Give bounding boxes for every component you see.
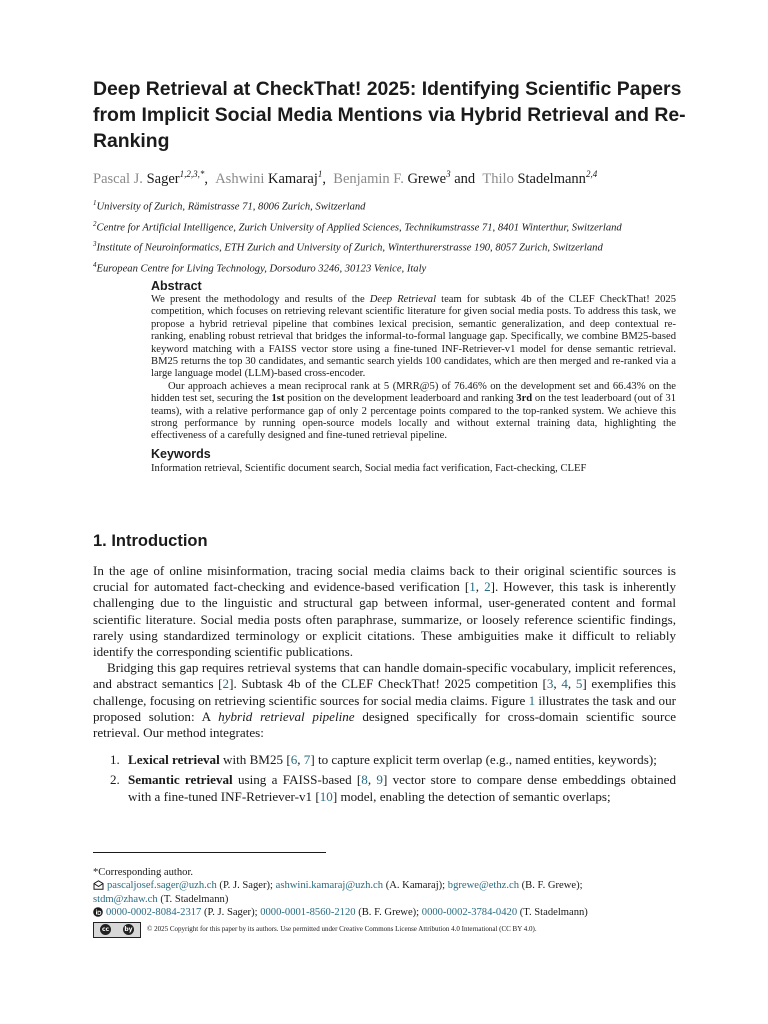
author-list — [93, 164, 597, 189]
citation-link[interactable]: 2 — [222, 676, 230, 692]
affil-text: Institute of Neuroinformatics, ETH Zurich and University of Zurich, Winterthurerstrasse 190, 8057 Zurich, Switzerland — [96, 242, 603, 254]
citation-link[interactable]: 6 — [290, 752, 298, 768]
text-run: team for subtask 4b of the CLEF CheckThat! 2025 competition, which focuses on retrieving relevant scientific literature for given social media posts. To address this task, we propose a hybrid retrieval pipeline that combines lexical precision, semantic generalization, and deep contextual re-ranking, enabling robust retrieval that bridges the informal-to-formal language gap. Specifically, we combine BM25-based keyword matching with a FAISS vector store using a fine-tuned INF-Retriever-v1 model for dense semantic retrieval. BM25 returns the top 30 candidates, and semantic search yields 100 candidates, which are then merged and re-ranked via a large language model (LLM)-based cross-encoder. — [151, 294, 677, 380]
keywords-text: Information retrieval, Scientific document search, Social media fact verification, Fact-checking, CLEF — [151, 462, 587, 474]
citation-link[interactable]: 4 — [561, 676, 568, 692]
rank-dev: 1st — [271, 393, 285, 405]
email-link[interactable]: stdm@zhaw.ch — [93, 893, 158, 905]
affil-num: 2 — [93, 219, 97, 228]
team-name: Deep Retrieval — [369, 294, 437, 305]
author-sep: and — [454, 170, 476, 187]
affiliation — [93, 216, 622, 237]
citation-link[interactable]: 7 — [303, 752, 311, 768]
email-owner: (B. F. Grewe); — [519, 880, 583, 892]
orcid-owner: (P. J. Sager); — [201, 907, 261, 919]
envelope-icon — [93, 880, 104, 890]
affil-text: European Centre for Living Technology, Dorsoduro 3246, 30123 Venice, Italy — [96, 263, 427, 275]
email-link[interactable]: pascaljosef.sager@uzh.ch — [107, 880, 217, 892]
citation-link[interactable]: 2 — [484, 579, 491, 595]
figure-link[interactable]: 1 — [528, 692, 536, 708]
abstract-paragraph — [151, 381, 676, 443]
text-run: In the age of online misinformation, tracing social media claims back to their original scientific sources is crucial for automated fact-checking and evidence-based verification [ — [93, 563, 676, 595]
author-last-name: Stadelmann — [517, 170, 586, 187]
by-icon: by — [124, 926, 133, 934]
cc-by-license-icon — [93, 922, 141, 938]
affiliation — [93, 257, 622, 278]
introduction-body — [93, 563, 676, 809]
text-run: ] model, enabling the detection of semantic overlaps; — [332, 788, 611, 804]
text-run: using a FAISS-based [ — [232, 772, 362, 788]
affil-text: Centre for Artificial Intelligence, Zurich University of Applied Sciences, Technikumstrasse 71, 8401 Winterthur, Switzerland — [96, 222, 622, 234]
email-link[interactable]: bgrewe@ethz.ch — [447, 880, 519, 892]
corresponding-author-note: *Corresponding author. — [93, 867, 194, 878]
text-run: , — [475, 579, 485, 595]
list-number: 1. — [110, 752, 120, 768]
rank-test: 3rd — [516, 393, 533, 405]
author-affil-sup: 2,4 — [585, 169, 598, 179]
emphasis: hybrid retrieval pipeline — [218, 708, 355, 724]
author-sep: , — [204, 170, 208, 187]
email-owner: (P. J. Sager); — [216, 880, 276, 892]
affiliation-list — [93, 195, 622, 277]
author-last-name: Grewe — [407, 170, 447, 187]
affiliation — [93, 195, 622, 216]
citation-link[interactable]: 5 — [575, 676, 583, 692]
text-run: on the test leaderboard (out of 31 teams), with a relative performance gap of only 2 percentage points compared to the top-ranked system. We achieve this strong performance by running open-source models locally and without external training data, highlighting the effectiveness of a carefully designed and fine-tuned retrieval pipeline. — [151, 393, 676, 442]
text-run: Our approach achieves a mean reciprocal rank at 5 (MRR@5) of 76.46% on the development set and 66.43% on the hidden test set, securing the — [151, 380, 676, 405]
email-link[interactable]: ashwini.kamaraj@uzh.ch — [275, 880, 384, 892]
body-paragraph — [93, 563, 676, 660]
orcid-owner: (T. Stadelmann) — [517, 907, 588, 919]
license-line — [93, 922, 683, 938]
author-sep: , — [322, 170, 327, 187]
text-run: ]. Subtask 4b of the CLEF CheckThat! 2025 competition [ — [229, 676, 547, 692]
list-item-term: Semantic retrieval — [128, 772, 233, 788]
keywords-heading: Keywords — [151, 446, 211, 461]
text-run: ] to capture explicit term overlap (e.g., named entities, keywords); — [310, 752, 657, 768]
footnotes — [93, 866, 683, 938]
author-last-name: Sager — [146, 170, 180, 187]
orcid-icon — [93, 907, 103, 917]
affil-text: University of Zurich, Rämistrasse 71, 8006 Zurich, Switzerland — [96, 201, 366, 213]
author-first-name: Ashwini — [215, 170, 265, 187]
author-first-name: Benjamin F. — [333, 170, 404, 187]
orcid-link[interactable]: 0000-0001-8560-2120 — [260, 907, 356, 919]
body-paragraph: Bridging this gap requires retrieval systems that can handle domain-specific vocabulary, implicit references, and abstract semantics [2]. Subtask 4b of the CLEF CheckThat! 2025 competition [3, 4, 5] exemplifies this challenge, focusing on retrieving scientific sources for social media claims. Figure 1 illustrates the task and our proposed solution: A hybrid retrieval pipeline designed specifically for cross-domain scientific source retrieval. Our method integrates: — [93, 660, 677, 741]
abstract-section — [151, 278, 676, 475]
text-run: ] vector store to compare dense embeddings obtained with a fine-tuned INF-Retriever-v1 [ — [128, 772, 677, 804]
text-run: with BM25 [ — [219, 752, 291, 768]
citation-link[interactable]: 9 — [376, 772, 383, 788]
text-run: ] exemplifies this challenge, focusing on retrieving scientific sources for social media claims. Figure — [93, 676, 677, 708]
citation-link[interactable]: 3 — [546, 676, 554, 692]
citation-link[interactable]: 1 — [469, 579, 476, 595]
email-owner: (A. Kamaraj); — [383, 880, 448, 892]
author-affil-sup: 1,2,3,* — [179, 169, 205, 179]
orcid-link[interactable]: 0000-0002-8084-2317 — [106, 907, 202, 919]
list-item: 2. Semantic retrieval using a FAISS-based [8, 9] vector store to compare dense embeddings obtained with a fine-tuned INF-Retriever-v1 [10] model, enabling the detection of semantic overlaps; — [110, 772, 677, 804]
orcid-link[interactable]: 0000-0002-3784-0420 — [421, 907, 518, 919]
abstract-paragraph — [151, 294, 676, 381]
affil-num: 1 — [93, 199, 97, 207]
email-line — [93, 879, 683, 906]
text-run: ]. However, this task is inherently challenging due to the linguistic and structural gap between informal, user-generated content and formal scientific literature. Social media posts often paraphrase, summarize, or loosely reference scientific findings, rarely using standardized terminology or explicit citations. These ambiguities make it difficult to reliably identify the corresponding scientific publications. — [93, 579, 676, 660]
method-list — [93, 752, 676, 805]
list-number: 2. — [110, 772, 120, 788]
list-item: 1. Lexical retrieval with BM25 [6, 7] to capture explicit term overlap (e.g., named entities, keywords); — [110, 752, 657, 768]
affil-num: 4 — [93, 260, 97, 269]
text-run: designed specifically for cross-domain scientific source retrieval. Our method integrates: — [93, 708, 677, 741]
abstract-heading: Abstract — [151, 279, 202, 293]
author-affil-sup: 3 — [446, 169, 451, 179]
text-run: Bridging this gap requires retrieval systems that can handle domain-specific vocabulary, implicit references, and abstract semantics [ — [93, 660, 676, 692]
citation-link[interactable]: 10 — [319, 788, 333, 804]
text-run: illustrates the task and our proposed solution: A — [93, 692, 676, 724]
author-affil-sup: 1 — [317, 169, 323, 179]
author-last-name: Kamaraj — [267, 170, 318, 187]
footnote-divider — [93, 852, 326, 853]
orcid-owner: (B. F. Grewe); — [355, 907, 422, 919]
cc-icon: cc — [101, 926, 110, 934]
affiliation — [93, 236, 622, 257]
email-owner: (T. Stadelmann) — [157, 893, 229, 905]
author-first-name: Thilo — [482, 170, 514, 187]
text-run: We present the methodology and results of the — [151, 294, 370, 305]
affil-num: 3 — [93, 240, 97, 249]
section-heading-introduction: 1. Introduction — [93, 532, 208, 550]
author-first-name: Pascal J. — [93, 170, 143, 187]
copyright-text: © 2025 Copyright for this paper by its authors. Use permitted under Creative Commons License Attribution 4.0 International (CC BY 4.0). — [147, 925, 537, 934]
list-item-term: Lexical retrieval — [128, 752, 220, 768]
text-run: position on the development leaderboard and ranking — [284, 393, 517, 405]
paper-title: Deep Retrieval at CheckThat! 2025: Identifying Scientific Papers from Implicit Social Media Mentions via Hybrid Retrieval and Re-Ranking — [93, 78, 686, 152]
citation-link[interactable]: 8 — [361, 772, 368, 788]
orcid-line — [93, 906, 683, 919]
